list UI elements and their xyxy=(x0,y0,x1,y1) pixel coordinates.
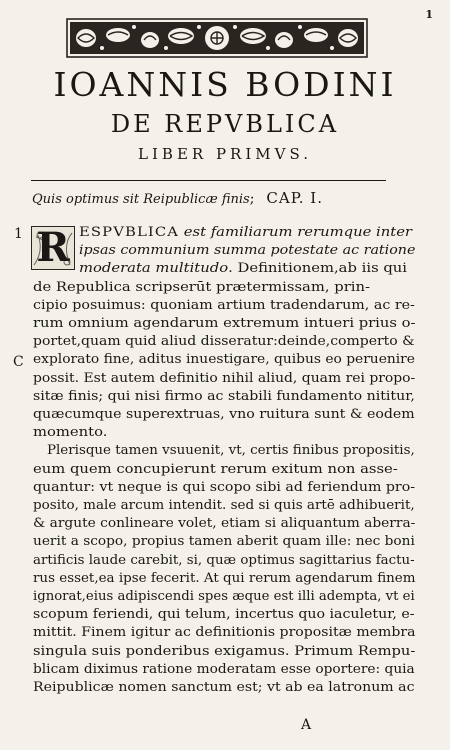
text-line xyxy=(79,224,412,242)
text-line xyxy=(33,497,415,515)
text-span: mittit. Finem igitur ac definitionis propositæ membra xyxy=(33,625,416,641)
chapter-heading xyxy=(32,189,392,209)
text-line xyxy=(33,279,370,297)
signature-mark: A xyxy=(301,717,312,733)
text-line xyxy=(33,552,415,570)
text-line xyxy=(33,643,415,661)
margin-note-number: 1 xyxy=(14,226,23,242)
text-span: blicam diximus ratione moderatam esse oportere: quia xyxy=(33,661,415,677)
text-span: explorato fine, aditus inuestigare, quibus eo peruenire xyxy=(33,352,415,368)
text-line xyxy=(33,370,415,388)
text-line xyxy=(33,533,415,551)
chapter-number: CAP. I. xyxy=(266,189,323,207)
text-span: ESPVBLICA xyxy=(79,225,180,240)
text-span: rus esset,ea ipse fecerit. At qui rerum agendarum finem xyxy=(33,570,416,586)
text-line xyxy=(33,388,415,406)
text-span: Plerisque tamen vsuuenit, vt, certis finibus propositis, xyxy=(47,443,415,459)
text-line xyxy=(33,351,415,369)
chapter-heading-text: Quis optimus sit Reipublicæ finis xyxy=(32,192,250,207)
text-span: de Republica scripserūt prætermissam, prin- xyxy=(33,279,370,295)
text-line xyxy=(33,297,415,315)
page-number: 1 xyxy=(425,8,433,21)
text-line xyxy=(33,461,398,479)
text-line xyxy=(79,242,415,260)
text-span: quæcumque superextruas, vno ruitura sunt & eodem xyxy=(33,407,415,422)
title-work: DE REPVBLICA xyxy=(110,110,340,138)
text-line xyxy=(33,661,415,679)
text-span: & argute conlineare volet, etiam si aliquantum aberra- xyxy=(33,516,416,532)
text-span: ipsas communium summa potestate ac ratione xyxy=(79,243,416,259)
text-line xyxy=(33,424,107,442)
text-span: cipio posuimus: quoniam artium tradendarum, ac re- xyxy=(33,297,415,313)
text-span: scopum feriendi, qui telum, incertus quo iaculetur, e- xyxy=(33,607,415,623)
text-span: possit. Est autem definitio nihil aliud, quam rei propo- xyxy=(33,370,416,386)
text-span: artificis laude carebit, si, quæ optimus sagittarius factu- xyxy=(33,552,415,568)
text-line xyxy=(47,442,415,460)
text-line xyxy=(79,260,407,278)
text-line xyxy=(33,570,415,588)
text-span: . Definitionem,ab iis qui xyxy=(228,261,408,277)
text-line xyxy=(33,315,415,333)
text-line xyxy=(33,588,415,606)
text-span: uerit a scopo, propius tamen aberit quam ille: nec boni xyxy=(33,534,415,550)
title-book: LIBER PRIMVS. xyxy=(138,145,312,163)
decorative-headpiece-ornament xyxy=(66,18,368,58)
text-line xyxy=(33,606,415,624)
text-span: sitæ finis; qui nisi firmo ac stabili fundamento nititur, xyxy=(33,388,415,404)
title-divider-rule xyxy=(31,180,386,181)
text-line xyxy=(33,333,415,351)
text-span: quantur: vt neque is qui scopo sibi ad feriendum pro- xyxy=(33,479,415,495)
decorated-initial xyxy=(31,226,75,270)
text-span: momento. xyxy=(33,425,108,441)
text-span: singula suis ponderibus exigamus. Primum Rempu- xyxy=(33,643,416,659)
text-span: est familiarum rerumque inter xyxy=(179,225,413,240)
margin-note-letter: C xyxy=(13,354,24,370)
text-span: ignorat,eius adipiscendi spes æque est illi adempta, vt ei xyxy=(33,589,415,604)
text-span: rum omnium agendarum extremum intueri prius o- xyxy=(33,316,416,331)
text-span: portet,quam quid aliud disseratur:deinde,comperto & xyxy=(33,334,415,350)
text-span: posito, male arcum intendit. sed si quis artē adhibuerit, xyxy=(33,498,415,513)
title-author: IOANNIS BODINI xyxy=(53,65,397,104)
text-span: moderata multitudo xyxy=(79,261,229,277)
text-line xyxy=(33,479,415,497)
chapter-heading-separator: ; xyxy=(249,191,255,207)
initial-letter: R xyxy=(36,226,70,270)
text-line xyxy=(33,624,415,642)
text-line xyxy=(33,679,414,697)
text-line xyxy=(33,515,415,533)
text-span: eum quem concupierunt rerum exitum non asse- xyxy=(33,461,398,477)
text-line xyxy=(33,406,415,424)
text-span: Reipublicæ nomen sanctum est; vt ab ea latronum ac xyxy=(33,680,415,695)
